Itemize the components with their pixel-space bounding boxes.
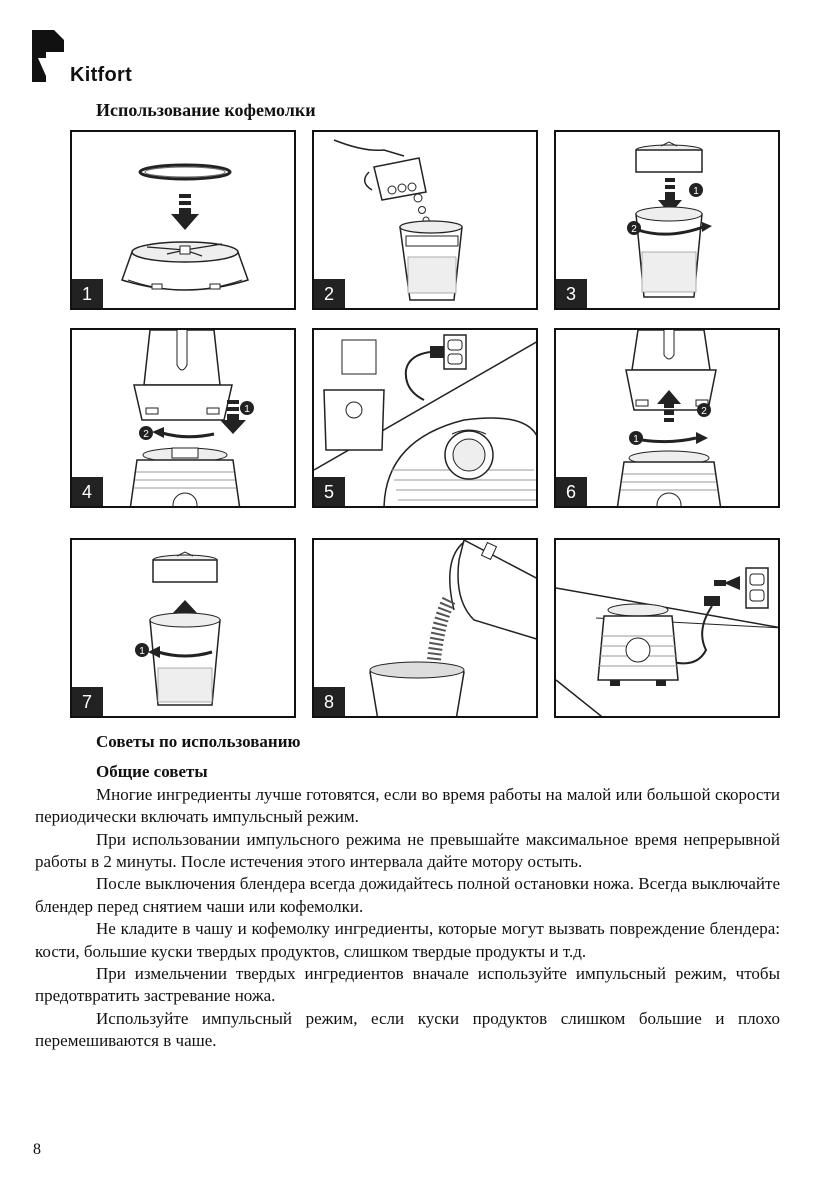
- step-number: 5: [313, 477, 345, 507]
- badge-two: 2: [143, 429, 149, 440]
- step-panel-1: [70, 130, 296, 310]
- step-number: 4: [71, 477, 103, 507]
- tip-paragraph: Используйте импульсный режим, если куски продуктов слишком большие и плохо перемешиваются в чаше.: [35, 1008, 780, 1051]
- step-panel-8: [312, 538, 538, 718]
- detach-lid-illustration-icon: [72, 540, 296, 718]
- badge-one: 1: [244, 404, 250, 415]
- instruction-grid: [70, 130, 780, 722]
- remove-grinder-illustration-icon: [556, 330, 780, 508]
- section-title: Использование кофемолки: [96, 100, 316, 120]
- tip-paragraph: Многие ингредиенты лучше готовятся, если во время работы на малой или большой скорости периодически включать импульсный режим.: [35, 784, 780, 827]
- attach-lid-illustration-icon: [556, 132, 780, 310]
- step-panel-4: [70, 328, 296, 508]
- tip-paragraph: Не кладите в чашу и кофемолку ингредиенты, которые могут вызвать повреждение блендера: кости, большие куски твердых продуктов, слишком твердые продукты и т.д.: [35, 919, 780, 961]
- step-panel-2: [312, 130, 538, 310]
- pour-beans-illustration-icon: [314, 132, 538, 310]
- badge-one: 1: [633, 434, 639, 445]
- kitfort-logo-mark-icon: [32, 30, 68, 82]
- plug-in-illustration-icon: [314, 330, 538, 508]
- step-number: 6: [555, 477, 587, 507]
- step-panel-7: [70, 538, 296, 718]
- tip-paragraph: После выключения блендера всегда дожидайтесь полной остановки ножа. Всегда выключайте блендер перед снятием чаши или кофемолки.: [35, 874, 780, 916]
- step-panel-5: [312, 328, 538, 508]
- step-panel-9: [554, 538, 780, 718]
- step-number: 8: [313, 687, 345, 717]
- badge-one: 1: [693, 186, 699, 197]
- step-panel-3: [554, 130, 780, 310]
- unplug-illustration-icon: [556, 540, 780, 718]
- tips-subtitle: Общие советы: [96, 762, 208, 782]
- step-number: 7: [71, 687, 103, 717]
- tips-title: Советы по использованию: [96, 732, 301, 751]
- pour-ground-coffee-illustration-icon: [314, 540, 538, 718]
- step-panel-6: [554, 328, 780, 508]
- badge-two: 2: [701, 406, 707, 417]
- badge-two: 2: [631, 224, 637, 235]
- page-number: 8: [33, 1141, 41, 1158]
- badge-one: 1: [139, 646, 145, 657]
- tip-paragraph: При использовании импульсного режима не превышайте максимальное время непрерывной работы в 2 минуты. После истечения этого интервала дайте мотору остыть.: [35, 829, 780, 872]
- mount-grinder-illustration-icon: [72, 330, 296, 508]
- step-number: 2: [313, 279, 345, 309]
- brand-logo: [32, 30, 152, 90]
- step-number: 1: [71, 279, 103, 309]
- tip-paragraph: При измельчении твердых ингредиентов вначале используйте импульсный режим, чтобы предотвратить застревание ножа.: [35, 964, 780, 1006]
- step-number: 3: [555, 279, 587, 309]
- seal-ring-illustration-icon: [72, 132, 296, 310]
- brand-name: Kitfort: [70, 64, 133, 86]
- tips-section: [35, 731, 780, 1053]
